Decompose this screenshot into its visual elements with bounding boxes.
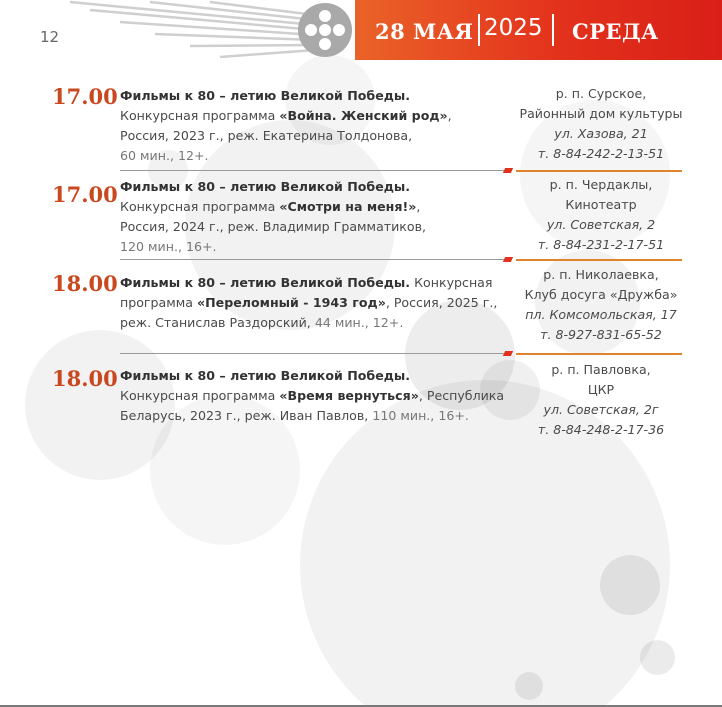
venue-separator: [516, 353, 682, 355]
header-date: 28 МАЯ: [375, 19, 474, 44]
separator-accent: [503, 257, 513, 262]
event-venue: р. п. Чердаклы, Кинотеатр ул. Советская, 2 т. 8-84-231-2-17-51: [537, 177, 665, 252]
page-number: 12: [40, 28, 60, 46]
event-venue: р. п. Сурское, Районный дом культуры ул. Хазова, 21 т. 8-84-242-2-13-51: [519, 86, 683, 161]
event-description: Фильмы к 80 – летию Великой Победы. Конкурсная программа «Смотри на меня!», Россия, 2024 г., реж. Владимир Грамматиков, 120 мин., 16+.: [120, 179, 427, 254]
separator-accent: [503, 168, 513, 173]
event-description: Фильмы к 80 – летию Великой Победы. Конкурсная программа «Время вернуться», Республика Беларусь, 2023 г., реж. Иван Павлов, 110 мин., 16+.: [120, 368, 505, 423]
film-reel-rays-graphic: [60, 0, 360, 62]
header-weekday: СРЕДА: [572, 19, 659, 44]
event-time: 18.00: [52, 366, 118, 391]
event-time: 17.00: [52, 182, 118, 207]
venue-separator: [516, 259, 682, 261]
row-separator: [120, 170, 508, 171]
venue-separator: [516, 170, 682, 172]
event-venue: р. п. Павловка, ЦКР ул. Советская, 2г т. 8-84-248-2-17-36: [537, 362, 665, 437]
event-description: Фильмы к 80 – летию Великой Победы. Конкурсная программа «Война. Женский род», Россия, 2023 г., реж. Екатерина Толдонова, 60 мин., 12+.: [120, 88, 452, 163]
event-time: 18.00: [52, 271, 118, 296]
event-description: Фильмы к 80 – летию Великой Победы. Конкурсная программа «Переломный - 1943 год», Россия, 2025 г., реж. Станислав Раздорский, 44 мин., 12+.: [120, 275, 498, 330]
event-venue: р. п. Николаевка, Клуб досуга «Дружба» пл. Комсомольская, 17 т. 8-927-831-65-52: [524, 267, 678, 342]
header-divider-left: [478, 14, 480, 46]
header-year: 2025: [484, 15, 543, 41]
row-separator: [120, 259, 508, 260]
row-separator: [120, 353, 508, 354]
header-divider-right: [552, 14, 554, 46]
event-time: 17.00: [52, 84, 118, 109]
